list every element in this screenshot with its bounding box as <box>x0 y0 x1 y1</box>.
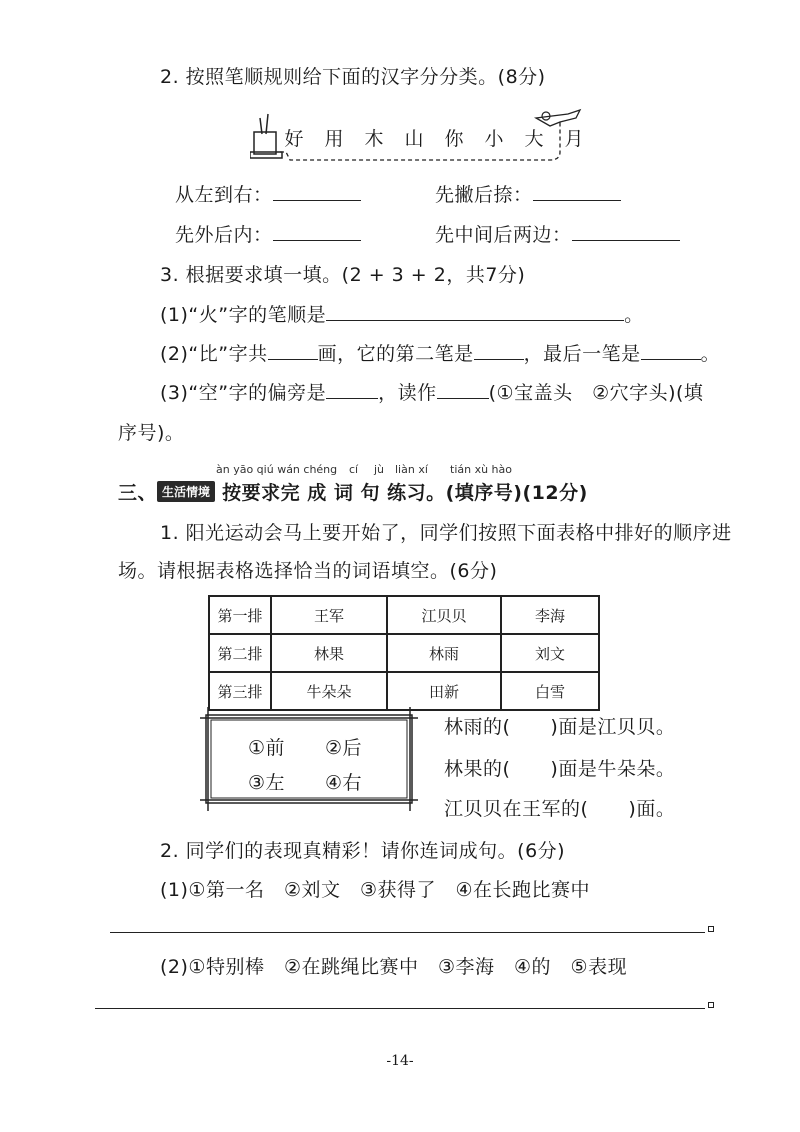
table-cell: 牛朵朵 <box>271 672 387 710</box>
category-middle-first <box>435 220 680 247</box>
period-mark-icon <box>708 926 714 932</box>
q32-sentence-2: (2)①特别棒 ②在跳绳比赛中 ③李海 ④的 ⑤表现 <box>160 956 628 978</box>
category-label: 先中间后两边： <box>435 224 572 246</box>
option-left: ③左 <box>248 772 286 794</box>
answer-blank[interactable] <box>326 380 378 399</box>
section-3-heading <box>118 478 588 505</box>
fill-text: 林果的( <box>444 758 511 780</box>
q3-part3 <box>160 378 703 405</box>
char-item: 小 <box>484 128 504 150</box>
table-cell: 林果 <box>271 634 387 672</box>
table-row <box>209 596 599 634</box>
fill-text: 林雨的( <box>444 716 511 738</box>
category-label: 先外后内： <box>175 224 273 246</box>
table-cell: 李海 <box>501 596 599 634</box>
q3-part3-text-b: ，读作 <box>378 382 437 404</box>
char-item: 山 <box>404 128 424 150</box>
answer-blank[interactable] <box>641 341 701 360</box>
char-item: 用 <box>324 128 344 150</box>
character-list <box>274 124 594 151</box>
pinyin-5: tián xù hào <box>450 463 512 476</box>
q3-title: 3. 根据要求填一填。(2 + 3 + 2，共7分) <box>160 264 526 286</box>
q31-text-1: 1. 阳光运动会马上要开始了，同学们按照下面表格中排好的顺序进 <box>160 522 732 544</box>
q3-part2-text-c: ，最后一笔是 <box>523 343 641 365</box>
table-cell: 江贝贝 <box>387 596 501 634</box>
answer-blank[interactable] <box>437 380 489 399</box>
table-cell: 第二排 <box>209 634 271 672</box>
q32-sentence-1: (1)①第一名 ②刘文 ③获得了 ④在长跑比赛中 <box>160 879 591 901</box>
fill-sentence-1 <box>444 712 675 739</box>
pinyin-4: liàn xí <box>395 463 428 476</box>
option-front: ①前 <box>248 737 286 759</box>
page-number: -14- <box>386 1053 414 1069</box>
answer-blank[interactable] <box>273 182 361 201</box>
q3-part3-text-c: (①宝盖头 ②穴字头)(填 <box>488 382 704 404</box>
answer-line-1[interactable] <box>110 932 705 933</box>
category-left-to-right <box>175 180 361 207</box>
char-item: 你 <box>444 128 464 150</box>
q2-title: 2. 按照笔顺规则给下面的汉字分分类。(8分) <box>160 66 546 88</box>
option-right: ④右 <box>325 772 363 794</box>
char-item: 好 <box>284 128 304 150</box>
pinyin-3: jù <box>374 463 385 476</box>
q3-part2-text-b: 画，它的第二笔是 <box>317 343 474 365</box>
options-board-frame-icon <box>198 705 420 813</box>
section-title: 按要求完 成 词 句 练习。(填序号)(12分) <box>222 482 588 504</box>
table-cell: 刘文 <box>501 634 599 672</box>
q3-part3-text-a: (3)“空”字的偏旁是 <box>160 382 327 404</box>
char-item: 月 <box>564 128 584 150</box>
table-cell: 第三排 <box>209 672 271 710</box>
answer-blank[interactable] <box>533 182 621 201</box>
q3-part2-text-a: (2)“比”字共 <box>160 343 268 365</box>
table-cell: 田新 <box>387 672 501 710</box>
pinyin-2: cí <box>349 463 359 476</box>
q3-part1-end: 。 <box>624 304 644 326</box>
pinyin-1: àn yāo qiú wán chéng <box>216 463 338 476</box>
category-label: 先撇后捺： <box>435 184 533 206</box>
category-label: 从左到右： <box>175 184 273 206</box>
char-item: 木 <box>364 128 384 150</box>
q3-part2-text-d: 。 <box>700 343 721 365</box>
fill-text: )面。 <box>628 798 676 820</box>
q3-part1-text: (1)“火”字的笔顺是 <box>160 304 327 326</box>
seating-table <box>208 595 600 711</box>
table-row <box>209 634 599 672</box>
fill-text: )面是牛朵朵。 <box>550 758 676 780</box>
fill-text: )面是江贝贝。 <box>550 716 676 738</box>
option-back: ②后 <box>325 737 363 759</box>
table-cell: 王军 <box>271 596 387 634</box>
q3-part2 <box>160 339 720 366</box>
fill-sentence-2 <box>444 754 675 781</box>
q3-part3-cont: 序号)。 <box>118 422 185 444</box>
answer-line-2[interactable] <box>95 1008 705 1009</box>
category-pie-first <box>435 180 621 207</box>
answer-blank[interactable] <box>572 222 680 241</box>
q31-text-2: 场。请根据表格选择恰当的词语填空。(6分) <box>118 560 498 582</box>
answer-blank[interactable] <box>474 341 524 360</box>
table-cell: 第一排 <box>209 596 271 634</box>
table-cell: 林雨 <box>387 634 501 672</box>
answer-blank[interactable] <box>273 222 361 241</box>
q32-title: 2. 同学们的表现真精彩！请你连词成句。(6分) <box>160 840 566 862</box>
char-item: 大 <box>524 128 544 150</box>
fill-text: 江贝贝在王军的( <box>444 798 589 820</box>
q3-part1 <box>160 300 644 327</box>
answer-blank[interactable] <box>326 302 624 321</box>
table-cell: 白雪 <box>501 672 599 710</box>
fill-sentence-3 <box>444 794 675 821</box>
period-mark-icon <box>708 1002 714 1008</box>
life-scene-badge: 生活情境 <box>157 481 215 502</box>
section-number: 三、 <box>118 482 158 504</box>
category-outside-first <box>175 220 361 247</box>
answer-blank[interactable] <box>268 341 318 360</box>
